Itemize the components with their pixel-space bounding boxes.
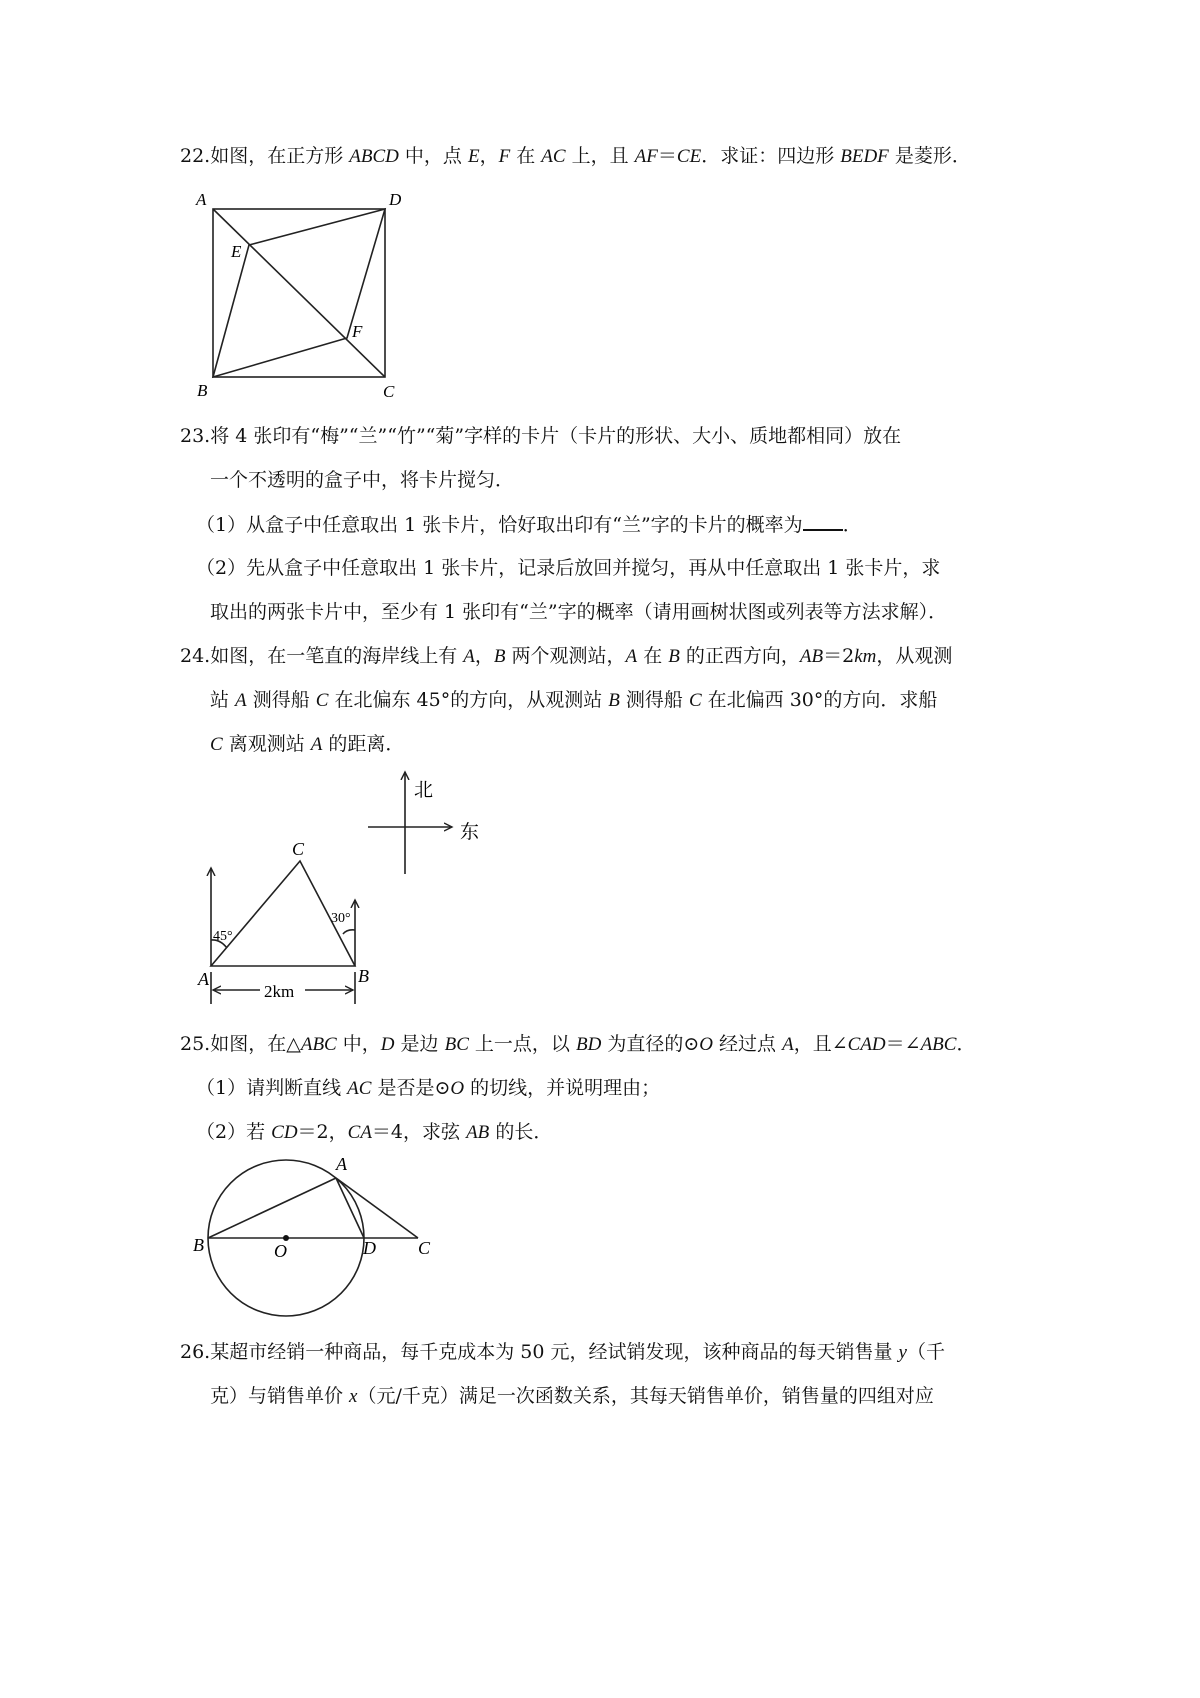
label-c: C xyxy=(292,839,305,859)
q23-line1: 23.将 4 张印有“梅”“兰”“竹”“菊”字样的卡片（卡片的形状、大小、质地都相同）放在 xyxy=(180,425,902,447)
var: A xyxy=(782,1034,794,1055)
var: F xyxy=(498,146,511,167)
text: 的距离． xyxy=(322,733,405,755)
label-f: F xyxy=(352,322,363,341)
text: ． xyxy=(842,514,862,536)
text: （2）若 xyxy=(196,1121,272,1143)
text: （1）从盒子中任意取出 1 张卡片，恰好取出印有“兰”字的卡片的概率为 xyxy=(196,514,803,536)
var: CAD xyxy=(847,1034,886,1055)
var: A xyxy=(463,646,475,667)
text: 测得船 xyxy=(619,689,689,711)
text: （千 xyxy=(906,1341,945,1363)
text: 的正西方向， xyxy=(679,645,800,667)
text: 是否是⊙ xyxy=(371,1077,451,1099)
q23-sub2-line1: （2）先从盒子中任意取出 1 张卡片，记录后放回并搅匀，再从中任意取出 1 张卡片，求 xyxy=(196,557,941,579)
var: B xyxy=(608,690,620,711)
label-b: B xyxy=(358,966,369,986)
text: ＝ xyxy=(657,145,677,167)
compass-north-label: 北 xyxy=(414,779,434,801)
label-c: C xyxy=(383,382,395,401)
text: ＝2， xyxy=(297,1121,348,1143)
compass-east-label: 东 xyxy=(460,821,480,843)
text: 在 xyxy=(637,645,669,667)
text: 两个观测站， xyxy=(505,645,626,667)
text: 的切线，并说明理由； xyxy=(464,1077,661,1099)
chord-ad xyxy=(336,1178,364,1238)
var: C xyxy=(210,734,223,755)
var: y xyxy=(898,1342,907,1363)
label-b: B xyxy=(193,1235,204,1255)
distance-label: 2km xyxy=(264,982,295,1001)
text: ＝2 xyxy=(823,645,855,667)
text: 如图，在正方形 xyxy=(210,145,350,167)
text: ，且∠ xyxy=(793,1033,848,1055)
var: O xyxy=(450,1078,465,1099)
text: 26.某超市经销一种商品，每千克成本为 50 元，经试销发现，该种商品的每天销售量 xyxy=(180,1341,899,1363)
text: ．求证：四边形 xyxy=(701,145,841,167)
text: 上，且 xyxy=(565,145,635,167)
var: B xyxy=(668,646,680,667)
text: 克）与销售单价 xyxy=(210,1385,350,1407)
var: AC xyxy=(347,1078,372,1099)
var: ABC xyxy=(300,1034,337,1055)
var: CA xyxy=(347,1122,372,1143)
text: 经过点 xyxy=(713,1033,783,1055)
text: ，从观测 xyxy=(876,645,953,667)
text: 在北偏东 45°的方向，从观测站 xyxy=(328,689,609,711)
angle-label-b: 30° xyxy=(331,911,351,926)
text: 中， xyxy=(336,1033,381,1055)
label-a: A xyxy=(196,190,207,209)
label-b: B xyxy=(197,381,208,400)
var: AB xyxy=(799,646,824,667)
text: 中，点 xyxy=(398,145,468,167)
var: BC xyxy=(444,1034,469,1055)
text: 离观测站 xyxy=(222,733,311,755)
q23-line2: 一个不透明的盒子中，将卡片搅匀． xyxy=(210,469,515,491)
var: BD xyxy=(575,1034,602,1055)
var: A xyxy=(235,690,247,711)
q26-line1 xyxy=(180,1339,945,1366)
label-e: E xyxy=(231,242,242,261)
text: ． xyxy=(956,1033,976,1055)
var: C xyxy=(315,690,329,711)
text: 是边 xyxy=(394,1033,445,1055)
var: D xyxy=(380,1034,395,1055)
text: 测得船 xyxy=(246,689,316,711)
angle-label-a: 45° xyxy=(213,929,233,944)
text: 在 xyxy=(510,145,542,167)
label-o: O xyxy=(274,1241,287,1261)
var: x xyxy=(349,1386,358,1407)
label-a: A xyxy=(198,969,209,989)
text: ， xyxy=(479,145,499,167)
label-c: C xyxy=(418,1238,431,1258)
label-a: A xyxy=(336,1154,347,1174)
var: O xyxy=(699,1034,714,1055)
var: A xyxy=(310,734,323,755)
var: C xyxy=(688,690,702,711)
var: B xyxy=(493,646,506,667)
line-ac xyxy=(336,1178,418,1238)
var: BEDF xyxy=(840,146,889,167)
var: ABCD xyxy=(349,146,399,167)
var: ABC xyxy=(920,1034,957,1055)
q22-number: 22. xyxy=(180,145,211,167)
var: km xyxy=(854,646,877,667)
text: 24.如图，在一笔直的海岸线上有 xyxy=(180,645,464,667)
q23-sub2-line2: 取出的两张卡片中，至少有 1 张印有“兰”字的概率（请用画树状图或列表等方法求解）． xyxy=(210,601,948,623)
text: 为直径的⊙ xyxy=(601,1033,700,1055)
text: 站 xyxy=(210,689,236,711)
var: AB xyxy=(466,1122,490,1143)
text: 25.如图，在△ xyxy=(180,1033,301,1055)
text: 在北偏西 30°的方向．求船 xyxy=(701,689,938,711)
label-d: D xyxy=(389,190,402,209)
text: （1）请判断直线 xyxy=(196,1077,348,1099)
var: AC xyxy=(541,146,566,167)
text: 是菱形． xyxy=(888,145,971,167)
text: 上一点，以 xyxy=(468,1033,576,1055)
q26-line2 xyxy=(210,1383,934,1410)
text: （元/千克）满足一次函数关系，其每天销售单价，销售量的四组对应 xyxy=(357,1385,934,1407)
var: A xyxy=(625,646,638,667)
text: ＝∠ xyxy=(885,1033,921,1055)
text: ＝4，求弦 xyxy=(371,1121,467,1143)
var: CE xyxy=(676,146,702,167)
text: ， xyxy=(474,645,494,667)
text: 的长． xyxy=(489,1121,553,1143)
var: E xyxy=(467,146,480,167)
var: CD xyxy=(271,1122,298,1143)
var: AF xyxy=(634,146,658,167)
label-d: D xyxy=(363,1238,376,1258)
